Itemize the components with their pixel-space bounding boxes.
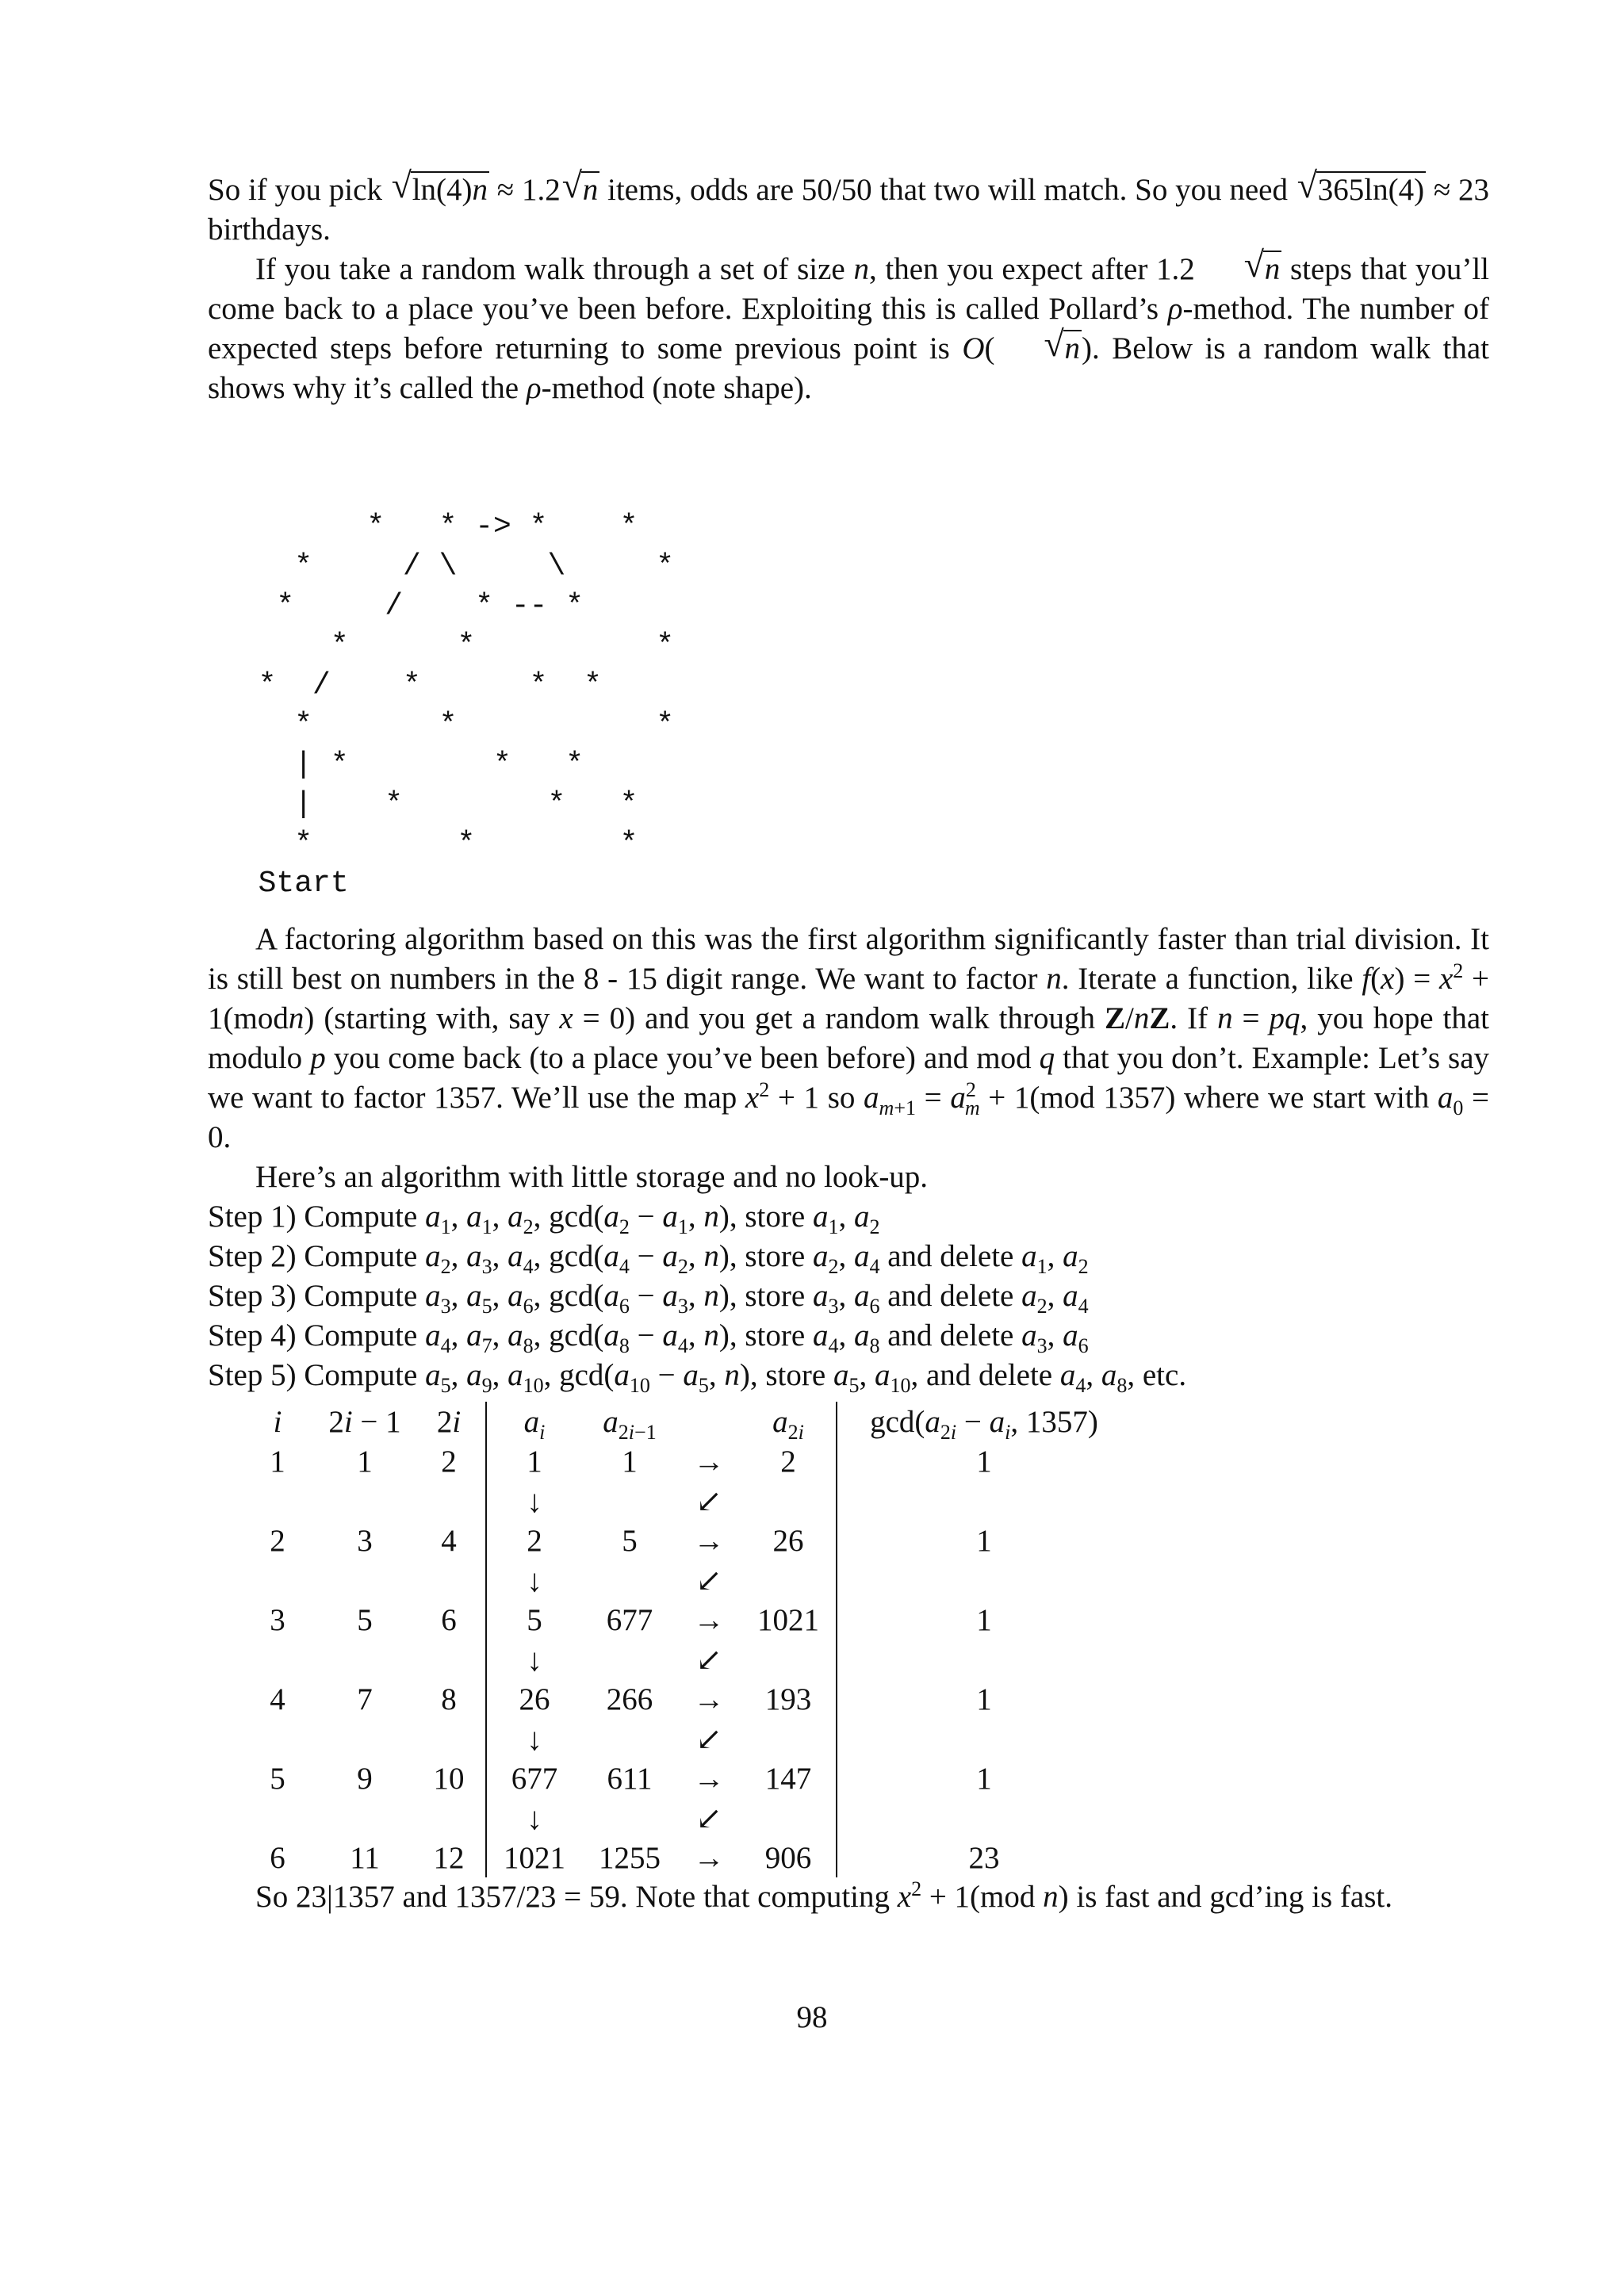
down-arrow-icon: ↓ — [486, 1798, 582, 1838]
right-arrow-icon: → — [693, 1523, 725, 1558]
table-row: 5 9 10 677 611 → 147 1 — [238, 1758, 1131, 1798]
walk-text-f: -method (note shape). — [541, 371, 812, 405]
conclusion-text-b: is fast and gcd’ing is fast. — [1076, 1880, 1392, 1914]
step-2: Step 2) Compute $a_2$, $a_3$, $a_4$, $\gcd(a_4 - a_2$, n), store $a_2$, $a_4$ and delete $a_1$, $a_2$ — [208, 1239, 1089, 1278]
diag-arrow-icon: ↙ — [695, 1720, 722, 1757]
conclusion-section — [208, 1877, 1489, 1917]
step-3: Step 3) Compute $a_3$, $a_5$, $a_6$, $\gcd(a_6 - a_3$, n), store $a_3$, $a_6$ and delete $a_2$, $a_4$ — [208, 1279, 1089, 1318]
factor-text-7: that you don’t. Example: Let’s say we want to factor 1357. We’ll use the map — [208, 1041, 1490, 1115]
sqrt-expression: √ ln(4)n — [391, 165, 488, 207]
right-arrow-icon: → — [693, 1444, 725, 1479]
table-row: 6 11 12 1021 1255 → 906 23 — [238, 1838, 1131, 1877]
arrow-row — [238, 1719, 1131, 1758]
diag-arrow-icon: ↙ — [695, 1562, 722, 1598]
step-1: Step 1) Compute $a_1$, $a_1$, $a_2$, $\gcd(a_2 - a_1$, n), store $a_1$, $a_2$ — [208, 1200, 880, 1238]
step-5: Step 5) Compute $a_5$, $a_9$, $a_{10}$, $\gcd(a_{10} - a_5$, n), store $a_5$, $a_{10}$, and delete $a_4$, $a_8$, etc. — [208, 1358, 1187, 1397]
intro-section — [208, 165, 1490, 408]
down-arrow-icon: ↓ — [486, 1560, 582, 1600]
step-4: Step 4) Compute $a_4$, $a_7$, $a_8$, $\gcd(a_8 - a_4$, n), store $a_4$, $a_8$ and delete $a_3$, $a_6$ — [208, 1318, 1089, 1357]
factor-text-2: . Iterate a function, like — [1061, 962, 1354, 996]
table-row: 4 7 8 26 266 → 193 1 — [238, 1679, 1131, 1719]
factor-text-3: (starting with, say — [324, 1001, 550, 1035]
walk-text-b: , then you expect after 1.2 — [868, 252, 1195, 286]
intro-approx: ≈ 1.2 √ n — [496, 165, 599, 207]
factoring-paragraph: A factoring algorithm based on this was the first algorithm significantly faster than trial division. It is still best on numbers in the 8 - 15 digit range. We want to factor n. Iterate a function, like $f(x) = x^2$ + 1(modn) (starting with, say x = 0) and you get a random walk through Z/nZ. If n = pq, you hope that modulo p you come back (to a place you’ve been before) and mod q that you don’t. Example: Let’s say we want to factor 1357. We’ll use the map $x^2 + 1$ so $a_{m+1} = a^2_m + 1(mod$ 1357) where we start with $a_0 = 0$. — [208, 922, 1490, 1154]
steps-list — [208, 1197, 1489, 1395]
factor-text-4: . If — [1170, 1001, 1208, 1035]
right-arrow-icon: → — [693, 1761, 725, 1796]
rho-symbol: ρ — [1167, 292, 1183, 326]
down-arrow-icon: ↓ — [486, 1719, 582, 1758]
page-number: 98 — [796, 2000, 828, 2034]
sqrt-expression-2: √ 365ln(4) — [1297, 165, 1425, 207]
factor-text-1: A factoring algorithm based on this was the first algorithm significantly faster than trial division. It is still best on numbers in the 8 - 15 digit range. We want to factor — [208, 922, 1489, 996]
table-header-row: i 2i − 1 2i $a_i$ $a_{2i-1}$ $a_{2i}$ $\gcd(a_{2i} - a_i$, 1357) — [238, 1402, 1131, 1441]
pollard-table — [238, 1402, 1131, 1877]
right-arrow-icon: → — [693, 1602, 725, 1637]
arrow-row — [238, 1798, 1131, 1838]
factoring-section — [208, 920, 1489, 1395]
factor-text-5: , you hope that modulo — [208, 1001, 1490, 1075]
conclusion-text-a: So 23|1357 and 1357/23 = 59. Note that computing — [255, 1880, 890, 1914]
arrow-row — [238, 1640, 1131, 1679]
walk-text-e: . Below is a random walk that shows why it’s called the — [208, 331, 1490, 405]
right-arrow-icon: → — [693, 1840, 725, 1875]
random-walk-paragraph: If you take a random walk through a set of size n, then you expect after 1.2 √ n steps that you’ll come back to a place you’ve been before. Exploiting this is called Pollard’s ρ-method. The number of expected steps before returning to some previous point is O( √ n). Below is a random walk that shows why it’s called the ρ-method (note shape). — [208, 244, 1490, 405]
arrow-row — [238, 1560, 1131, 1600]
intro-text-2: items, odds are 50/50 that two will match. So you need — [607, 173, 1288, 207]
table-row: 3 5 6 5 677 → 1021 1 — [238, 1600, 1131, 1640]
walk-text-a: If you take a random walk through a set of size — [255, 252, 845, 286]
diag-arrow-icon: ↙ — [695, 1641, 722, 1678]
rho-ascii-diagram: * * -> * * * / \ \ * * / * -- * * * * * / * * * * * * | * * * | * * * * * * Start — [258, 510, 675, 901]
factor-text-6: you come back (to a place you’ve been before) and mod — [333, 1041, 1032, 1075]
factor-text-8: so — [827, 1081, 856, 1115]
intro-text-1: So if you pick — [208, 173, 382, 207]
factor-text-9: where we start with — [1184, 1081, 1430, 1115]
arrow-row — [238, 1481, 1131, 1521]
sqrt-content: ln(4)n — [412, 173, 488, 207]
table-row: 1 1 2 1 1 → 2 1 — [238, 1441, 1131, 1481]
diag-arrow-icon: ↙ — [695, 1800, 722, 1836]
conclusion-paragraph: So 23|1357 and 1357/23 = 59. Note that computing $x^2 + 1(mod$ n) is fast and gcd’ing is fast. — [255, 1877, 1392, 1914]
intro-paragraph — [208, 165, 1489, 250]
table-row: 2 3 4 2 5 → 26 1 — [238, 1521, 1131, 1560]
algorithm-intro: Here’s an algorithm with little storage and no look-up. — [255, 1160, 929, 1194]
walk-text-c: steps that you’ll come back to a place you’ve been before. Exploiting this is called Pollard’s — [208, 252, 1490, 326]
diag-arrow-icon: ↙ — [695, 1483, 722, 1519]
right-arrow-icon: → — [693, 1682, 725, 1716]
intro-text-3: ≈ 23 birthdays. — [208, 173, 1489, 247]
var-n: n — [853, 252, 869, 286]
down-arrow-icon: ↓ — [486, 1481, 582, 1521]
down-arrow-icon: ↓ — [486, 1640, 582, 1679]
walk-text-d: -method. The number of expected steps before returning to some previous point is — [208, 292, 1489, 365]
factor-text-3c: ) and you get a random walk through — [625, 1001, 1095, 1035]
